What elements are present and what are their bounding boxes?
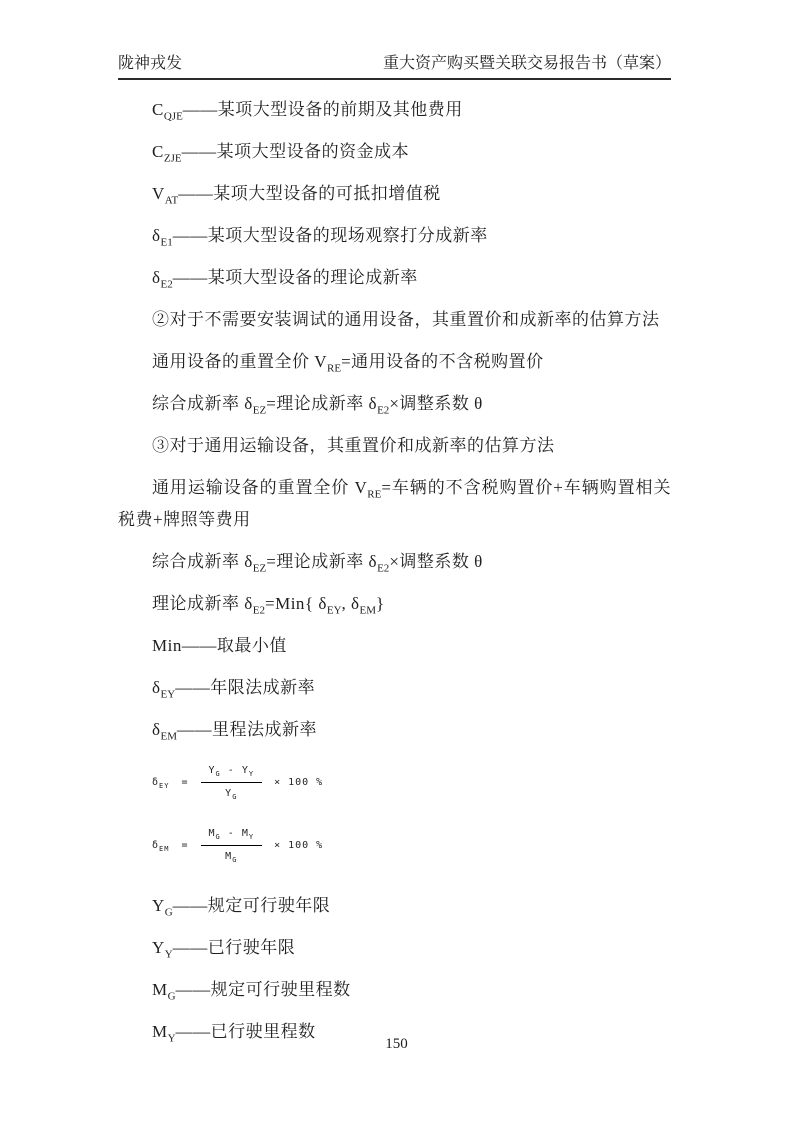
text-run: M (208, 828, 216, 839)
page-footer (0, 1036, 793, 1053)
document-body (118, 94, 671, 1058)
text-run: =车辆的不含税购置价+车辆购置相关税费+牌照等费用 (118, 478, 671, 529)
equation (152, 764, 671, 801)
equation (152, 827, 671, 864)
text-run: ③对于通用运输设备，其重置价和成新率的估算方法 (152, 436, 555, 455)
text-run: M (241, 828, 249, 839)
subscript: G (215, 770, 221, 778)
subscript: ZJE (163, 152, 182, 165)
text-run: Y (152, 938, 165, 957)
text-run: V (152, 184, 165, 203)
subscript: E2 (377, 562, 390, 575)
text-run: δ (152, 226, 161, 245)
paragraph-line (118, 714, 671, 746)
paragraph-line (118, 388, 671, 420)
text-run: ——已行驶年限 (172, 938, 296, 957)
text-run: ——里程法成新率 (177, 720, 318, 739)
subscript: E1 (160, 236, 173, 249)
text-run: ——规定可行驶年限 (172, 896, 331, 915)
subscript: EM (159, 845, 170, 853)
text-run: Min——取最小值 (152, 636, 287, 655)
text-run: M (152, 1022, 168, 1041)
subscript: EM (160, 730, 178, 743)
text-run: Y (225, 788, 233, 799)
subscript: EZ (252, 404, 267, 417)
text-run: ②对于不需要安装调试的通用设备，其重置价和成新率的估算方法 (152, 310, 660, 329)
text-run: 综合成新率 δ (152, 394, 253, 413)
page-number: 150 (385, 1036, 408, 1052)
text-run: Y (241, 765, 249, 776)
text-run: C (152, 100, 164, 119)
paragraph-line (118, 136, 671, 168)
subscript: G (215, 833, 221, 841)
paragraph-line (118, 974, 671, 1006)
subscript: G (232, 856, 238, 864)
subscript: Y (248, 833, 255, 841)
equation-lhs (152, 777, 169, 788)
paragraph-line (118, 630, 671, 662)
equals-sign: = (181, 777, 189, 788)
subscript: EY (326, 604, 342, 617)
text-run: δ (152, 777, 160, 788)
subscript: Y (248, 770, 255, 778)
paragraph-line (118, 94, 671, 126)
text-run: } (376, 594, 385, 613)
paragraph-line (118, 346, 671, 378)
fraction-denominator (201, 845, 263, 864)
subscript: E2 (252, 604, 265, 617)
subscript: RE (367, 488, 382, 501)
equation-tail: × 100 % (274, 777, 324, 788)
text-run: =理论成新率 δ (266, 552, 378, 571)
equation-lhs (152, 840, 169, 851)
text-run: ——规定可行驶里程数 (175, 980, 351, 999)
text-run: 理论成新率 δ (152, 594, 253, 613)
text-run: ×调整系数 θ (389, 552, 483, 571)
fraction-numerator (201, 827, 263, 845)
fraction-denominator (201, 782, 263, 801)
text-run: =理论成新率 δ (266, 394, 378, 413)
paragraph-line (118, 472, 671, 536)
paragraph-line (118, 546, 671, 578)
subscript: EY (160, 688, 176, 701)
subscript: QJE (163, 110, 183, 123)
subscript: E2 (377, 404, 390, 417)
text-run: δ (152, 720, 161, 739)
header-report-title: 重大资产购买暨关联交易报告书（草案） (382, 55, 671, 72)
paragraph-line (118, 588, 671, 620)
text-run: 通用设备的重置全价 V (152, 352, 328, 371)
text-run: ——某项大型设备的可抵扣增值税 (178, 184, 441, 203)
fraction (201, 827, 263, 864)
subscript: EY (159, 782, 170, 790)
text-run: ——年限法成新率 (175, 678, 316, 697)
subscript: G (164, 906, 173, 919)
text-run: ——已行驶里程数 (175, 1022, 316, 1041)
subscript: G (232, 793, 238, 801)
text-run: ——某项大型设备的资金成本 (181, 142, 410, 161)
equals-sign: = (181, 840, 189, 851)
fraction-numerator (201, 764, 263, 782)
text-run: , δ (341, 594, 360, 613)
text-run: Y (152, 896, 165, 915)
text-run: δ (152, 678, 161, 697)
paragraph-line (118, 178, 671, 210)
text-run: ——某项大型设备的现场观察打分成新率 (172, 226, 488, 245)
paragraph-line (118, 672, 671, 704)
text-run: 通用运输设备的重置全价 V (152, 478, 368, 497)
text-run: M (152, 980, 168, 999)
text-run: - (220, 828, 242, 839)
text-run: =通用设备的不含税购置价 (341, 352, 544, 371)
fraction (201, 764, 263, 801)
equation-tail: × 100 % (274, 840, 324, 851)
subscript: Y (167, 1032, 176, 1045)
paragraph-line (118, 304, 671, 336)
subscript: G (167, 990, 176, 1003)
text-run: ——某项大型设备的理论成新率 (172, 268, 418, 287)
paragraph-line (118, 220, 671, 252)
subscript: AT (164, 194, 179, 207)
paragraph-line (118, 262, 671, 294)
text-run: δ (152, 840, 160, 851)
text-run: ×调整系数 θ (389, 394, 483, 413)
subscript: EZ (252, 562, 267, 575)
text-run: C (152, 142, 164, 161)
subscript: EM (359, 604, 377, 617)
paragraph-line (118, 430, 671, 462)
page-header (118, 50, 671, 80)
text-run: =Min{ δ (265, 594, 327, 613)
text-run: Y (208, 765, 216, 776)
text-run: δ (152, 268, 161, 287)
header-company-name: 陇神戎发 (118, 55, 183, 72)
subscript: RE (327, 362, 342, 375)
paragraph-line (118, 890, 671, 922)
text-run: ——某项大型设备的前期及其他费用 (182, 100, 463, 119)
subscript: Y (164, 948, 173, 961)
text-run: M (225, 851, 233, 862)
text-run: - (220, 765, 242, 776)
text-run: 综合成新率 δ (152, 552, 253, 571)
subscript: E2 (160, 278, 173, 291)
paragraph-line (118, 932, 671, 964)
